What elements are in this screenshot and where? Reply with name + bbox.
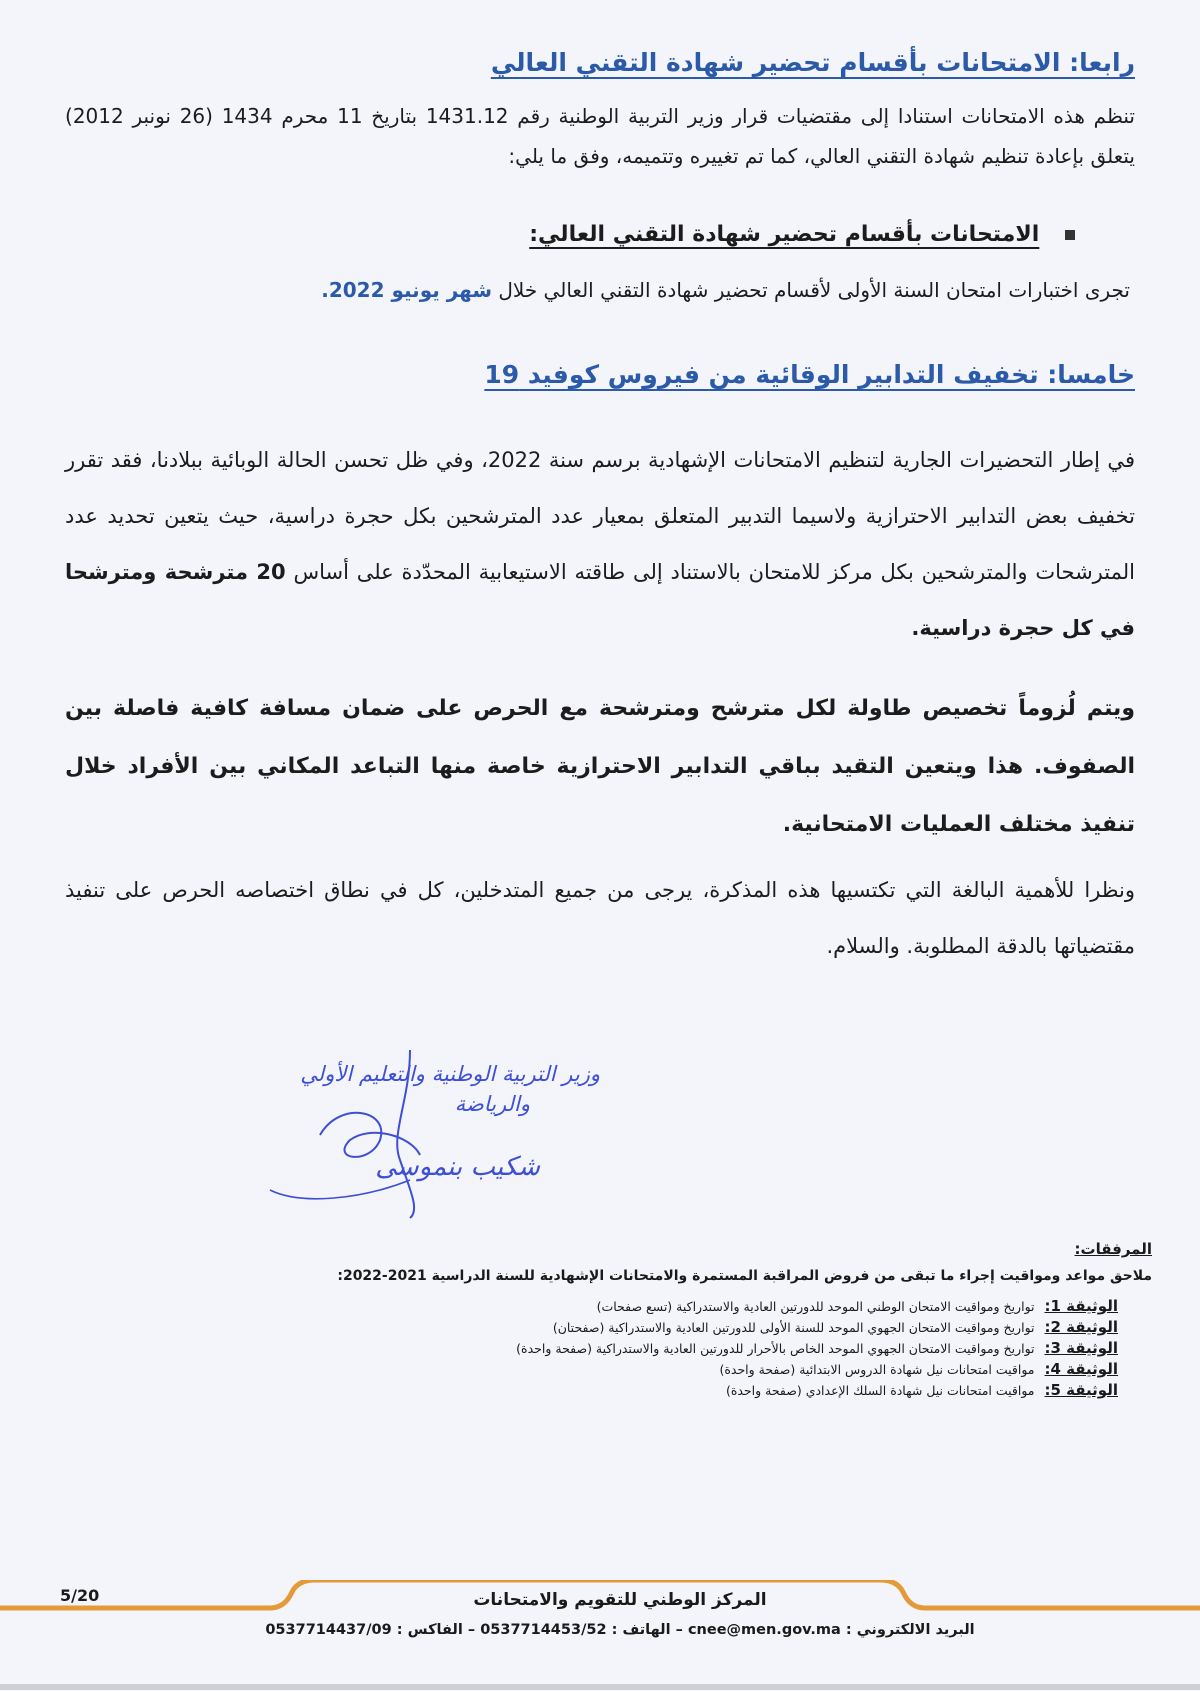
signature-scribble-icon bbox=[260, 1040, 600, 1220]
section-4-heading: رابعا: الامتحانات بأقسام تحضير شهادة التقني العالي bbox=[490, 48, 1135, 77]
section-5-paragraph-2: ويتم لُزوماً تخصيص طاولة لكل مترشح ومترشحة مع الحرص على ضمان مسافة كافية فاصلة بين الصفوف. هذا ويتعين التقيد بباقي التدابير الاحترازية خاصة منها التباعد المكاني بين الأفراد خلال تنفيذ مختلف العمليات الامتحانية. bbox=[65, 696, 1135, 837]
section-5-paragraph-1 bbox=[65, 432, 1135, 656]
attachment-item bbox=[516, 1380, 1118, 1401]
attachment-item bbox=[516, 1296, 1118, 1317]
section-5-paragraph-3: ونظرا للأهمية البالغة التي تكتسيها هذه المذكرة، يرجى من جميع المتدخلين، كل في نطاق اختصاصه الحرص على تنفيذ مقتضياتها بالدقة المطلوبة. والسلام. bbox=[65, 878, 1135, 958]
signature-title-line1: وزير التربية الوطنية والتعليم الأولي bbox=[300, 1062, 600, 1086]
attachment-text: مواقيت امتحانات نيل شهادة السلك الإعدادي (صفحة واحدة) bbox=[725, 1383, 1035, 1398]
footer-contact: البريد الالكتروني : cnee@men.gov.ma – الهاتف : 0537714453/52 – الفاكس : 0537714437/09 bbox=[265, 1622, 975, 1638]
paragraph-1-bold: 20 مترشحة ومترشحا في كل حجرة دراسية. bbox=[65, 560, 1135, 640]
bullet-square-icon bbox=[1065, 230, 1075, 240]
signature-name: شكيب بنموسى bbox=[375, 1152, 540, 1182]
attachment-text: تواريخ ومواقيت الامتحان الجهوي الموحد للسنة الأولى للدورتين العادية والاستدراكية (صفحتان) bbox=[552, 1320, 1035, 1335]
footer-bottom-bar bbox=[0, 1684, 1200, 1690]
attachments-title: المرفقات: bbox=[1074, 1240, 1152, 1258]
attachment-label[interactable]: الوثيقة 4: bbox=[1044, 1360, 1118, 1378]
attachment-text: مواقيت امتحانات نيل شهادة الدروس الابتدائية (صفحة واحدة) bbox=[719, 1362, 1035, 1377]
bullet-item bbox=[529, 222, 1075, 247]
exam-schedule-text bbox=[60, 270, 1130, 310]
attachment-text: تواريخ ومواقيت الامتحان الجهوي الموحد الخاص بالأحرار للدورتين العادية والاستدراكية (صفحة واحدة) bbox=[516, 1341, 1035, 1356]
paragraph-1-text: في إطار التحضيرات الجارية لتنظيم الامتحانات الإشهادية برسم سنة 2022، وفي ظل تحسن الحالة الوبائية ببلادنا، فقد تقرر تخفيف بعض التدابير الاحترازية ولاسيما التدبير المتعلق بمعيار عدد المترشحين بكل حجرة دراسية، حيث يتعين تحديد عدد المترشحات والمترشحين بكل مركز للامتحان بالاستناد إلى طاقته الاستيعابية المحدّدة على أساس bbox=[65, 448, 1135, 584]
exam-text: تجرى اختبارات امتحان السنة الأولى لأقسام تحضير شهادة التقني العالي خلال bbox=[498, 278, 1130, 302]
section-5-heading: خامسا: تخفيف التدابير الوقائية من فيروس كوفيد 19 bbox=[484, 360, 1135, 389]
attachment-item bbox=[516, 1359, 1118, 1380]
attachment-item bbox=[516, 1317, 1118, 1338]
signature-title-line2: والرياضة bbox=[454, 1092, 530, 1116]
page-number: 5/20 bbox=[60, 1586, 100, 1605]
attachments-list bbox=[516, 1296, 1118, 1401]
attachment-label[interactable]: الوثيقة 2: bbox=[1044, 1318, 1118, 1336]
signature-block bbox=[260, 1040, 600, 1220]
attachment-label[interactable]: الوثيقة 5: bbox=[1044, 1381, 1118, 1399]
bullet-title: الامتحانات بأقسام تحضير شهادة التقني العالي: bbox=[529, 222, 1040, 247]
section-4-intro: تنظم هذه الامتحانات استنادا إلى مقتضيات قرار وزير التربية الوطنية رقم 1431.12 بتاريخ 11 محرم 1434 (26 نونبر 2012) يتعلق بإعادة تنظيم شهادة التقني العالي، كما تم تغييره وتتميمه، وفق ما يلي: bbox=[65, 104, 1135, 168]
attachment-label[interactable]: الوثيقة 1: bbox=[1044, 1297, 1118, 1315]
attachment-item bbox=[516, 1338, 1118, 1359]
exam-date: شهر يونيو 2022. bbox=[321, 278, 493, 302]
footer-organization: المركز الوطني للتقويم والامتحانات bbox=[473, 1590, 767, 1610]
attachment-text: تواريخ ومواقيت الامتحان الوطني الموحد للدورتين العادية والاستدراكية (تسع صفحات) bbox=[596, 1299, 1035, 1314]
attachment-label[interactable]: الوثيقة 3: bbox=[1044, 1339, 1118, 1357]
attachments-intro: ملاحق مواعد ومواقيت إجراء ما تبقى من فروض المراقبة المستمرة والامتحانات الإشهادية للسنة الدراسية 2021-2022: bbox=[337, 1268, 1152, 1284]
